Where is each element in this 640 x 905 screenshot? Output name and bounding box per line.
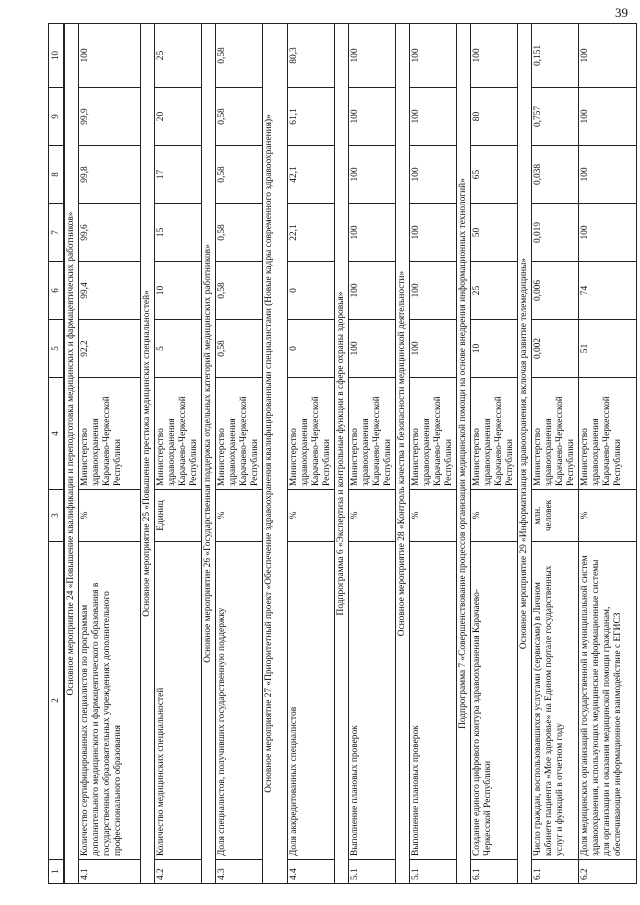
value-cell: 0,002 <box>532 320 579 378</box>
table-row <box>532 24 579 884</box>
header-cell: 3 <box>49 490 65 542</box>
responsible-org: Министерство здравоохранения Карачаево-Черкесской Республики <box>410 378 457 490</box>
value-cell: 0,58 <box>216 320 263 378</box>
value-cell: 100 <box>579 204 637 262</box>
value-cell: 100 <box>410 262 457 320</box>
responsible-org: Министерство здравоохранения Карачаево-Черкесской Республики <box>532 378 579 490</box>
page-number: 39 <box>615 5 628 20</box>
unit-cell: % <box>79 490 141 542</box>
unit-cell: млн. человек <box>532 490 579 542</box>
value-cell: 100 <box>410 24 457 88</box>
header-cell: 4 <box>49 378 65 490</box>
section-row <box>202 24 216 884</box>
responsible-org: Министерство здравоохранения Карачаево-Черкесской Республики <box>79 378 141 490</box>
section-title: Основное мероприятие 28 «Контроль качества и безопасности медицинской деятельности» <box>396 24 410 884</box>
header-cell: 9 <box>49 88 65 146</box>
value-cell: 99,4 <box>79 262 141 320</box>
header-cell: 6 <box>49 262 65 320</box>
value-cell: 5 <box>155 320 202 378</box>
table-row <box>410 24 457 884</box>
unit-cell: % <box>471 490 518 542</box>
row-number: 4.3 <box>216 860 263 884</box>
row-number: 6.2 <box>579 860 637 884</box>
value-cell: 99,8 <box>79 146 141 204</box>
responsible-org: Министерство здравоохранения Карачаево-Черкесской Республики <box>216 378 263 490</box>
header-cell: 7 <box>49 204 65 262</box>
responsible-org: Министерство здравоохранения Карачаево-Черкесской Республики <box>288 378 335 490</box>
value-cell: 50 <box>471 204 518 262</box>
responsible-org: Министерство здравоохранения Карачаево-Черкесской Республики <box>579 378 637 490</box>
value-cell: 92,2 <box>79 320 141 378</box>
value-cell: 100 <box>579 88 637 146</box>
value-cell: 80 <box>471 88 518 146</box>
value-cell: 0,019 <box>532 204 579 262</box>
value-cell: 0,757 <box>532 88 579 146</box>
unit-cell: Единиц <box>155 490 202 542</box>
header-row <box>49 24 65 884</box>
indicator-name: Создание единого цифрового контура здравоохранения Карачаево-Черкесской Республики <box>471 542 518 860</box>
row-number: 6.1 <box>532 860 579 884</box>
value-cell: 0 <box>288 320 335 378</box>
section-row <box>64 24 79 884</box>
value-cell: 0 <box>288 262 335 320</box>
section-title: Основное мероприятие 24 «Повышение квалификации и переподготовка медицинских и фармацевтических работников» <box>64 24 79 884</box>
value-cell: 100 <box>349 146 396 204</box>
value-cell: 0,151 <box>532 24 579 88</box>
value-cell: 100 <box>410 204 457 262</box>
unit-cell: % <box>216 490 263 542</box>
indicator-name: Доля медицинских организаций государственной и муниципальной систем здравоохранения, использующих медицинские информационные системы для организации и оказания медицинской помощи гражданам, обеспечивающие информационное взаимодействие с ЕГИСЗ <box>579 542 637 860</box>
header-cell: 5 <box>49 320 65 378</box>
responsible-org: Министерство здравоохранения Карачаево-Черкесской Республики <box>155 378 202 490</box>
row-number: 5.1 <box>349 860 396 884</box>
header-cell: 1 <box>49 860 65 884</box>
row-number: 4.4 <box>288 860 335 884</box>
header-cell: 2 <box>49 542 65 860</box>
table-row <box>288 24 335 884</box>
table-row <box>79 24 141 884</box>
subprogram-row <box>457 24 471 884</box>
header-cell: 8 <box>49 146 65 204</box>
value-cell: 100 <box>410 88 457 146</box>
value-cell: 10 <box>471 320 518 378</box>
value-cell: 0,038 <box>532 146 579 204</box>
indicator-name: Выполнение плановых проверок <box>410 542 457 860</box>
row-number: 5.1 <box>410 860 457 884</box>
table-row <box>216 24 263 884</box>
value-cell: 100 <box>471 24 518 88</box>
table-row <box>155 24 202 884</box>
row-number: 4.2 <box>155 860 202 884</box>
value-cell: 100 <box>410 320 457 378</box>
value-cell: 10 <box>155 262 202 320</box>
section-row <box>396 24 410 884</box>
responsible-org: Министерство здравоохранения Карачаево-Черкесской Республики <box>471 378 518 490</box>
value-cell: 99,9 <box>79 88 141 146</box>
section-row <box>141 24 155 884</box>
value-cell: 17 <box>155 146 202 204</box>
responsible-org: Министерство здравоохранения Карачаево-Черкесской Республики <box>349 378 396 490</box>
unit-cell: % <box>410 490 457 542</box>
value-cell: 61,1 <box>288 88 335 146</box>
subprogram-title: Подпрограмма 7 «Совершенствование процессов организации медицинской помощи на основе внедрения информационных технологий» <box>457 24 471 884</box>
section-row <box>263 24 288 884</box>
value-cell: 20 <box>155 88 202 146</box>
indicator-name: Выполнение плановых проверок <box>349 542 396 860</box>
value-cell: 74 <box>579 262 637 320</box>
header-cell: 10 <box>49 24 65 88</box>
unit-cell: % <box>349 490 396 542</box>
unit-cell: % <box>579 490 637 542</box>
value-cell: 100 <box>349 262 396 320</box>
value-cell: 100 <box>349 24 396 88</box>
value-cell: 100 <box>410 146 457 204</box>
indicators-table <box>48 23 637 884</box>
section-title: Основное мероприятие 26 «Государственная поддержка отдельных категорий медицинских работников» <box>202 24 216 884</box>
subprogram-title: Подпрограмма 6 «Экспертиза и контрольные функции в сфере охраны здоровья» <box>335 24 349 884</box>
section-row <box>518 24 532 884</box>
value-cell: 100 <box>579 146 637 204</box>
table-row <box>471 24 518 884</box>
indicator-name: Доля аккредитованных специалистов <box>288 542 335 860</box>
rotated-table-sheet <box>48 24 626 884</box>
value-cell: 25 <box>155 24 202 88</box>
value-cell: 42,1 <box>288 146 335 204</box>
indicator-name: Количество сертифицированных специалистов по программам дополнительного медицинского и фармацевтического образования в государственных образовательных учреждениях дополнительного профессионального образования <box>79 542 141 860</box>
value-cell: 51 <box>579 320 637 378</box>
table-row <box>579 24 637 884</box>
value-cell: 80,3 <box>288 24 335 88</box>
section-title: Основное мероприятие 25 «Повышение престижа медицинских специальностей» <box>141 24 155 884</box>
value-cell: 100 <box>349 320 396 378</box>
value-cell: 0,006 <box>532 262 579 320</box>
value-cell: 100 <box>579 24 637 88</box>
row-number: 6.1 <box>471 860 518 884</box>
unit-cell: % <box>288 490 335 542</box>
value-cell: 0,58 <box>216 146 263 204</box>
value-cell: 0,58 <box>216 88 263 146</box>
value-cell: 65 <box>471 146 518 204</box>
value-cell: 100 <box>79 24 141 88</box>
value-cell: 100 <box>349 88 396 146</box>
subprogram-row <box>335 24 349 884</box>
value-cell: 0,58 <box>216 262 263 320</box>
value-cell: 0,58 <box>216 24 263 88</box>
value-cell: 0,58 <box>216 204 263 262</box>
section-title: Основное мероприятие 29 «Информатизация здравоохранения, включая развитие телемедицины» <box>518 24 532 884</box>
value-cell: 99,6 <box>79 204 141 262</box>
value-cell: 22,1 <box>288 204 335 262</box>
value-cell: 25 <box>471 262 518 320</box>
row-number: 4.1 <box>79 860 141 884</box>
section-title: Основное мероприятие 27 «Приоритетный проект «Обеспечение здравоохранения квалифицированными специалистами (Новые кадры современного здравоохранения)» <box>263 24 288 884</box>
value-cell: 15 <box>155 204 202 262</box>
table-row <box>349 24 396 884</box>
indicator-name: Количество медицинских специальностей <box>155 542 202 860</box>
value-cell: 100 <box>349 204 396 262</box>
indicator-name: Число граждан, воспользовавшихся услугами (сервисами) в Личном кабинете пациента «Мое здоровье» на Едином портале государственных услуг и функций в отчетном году <box>532 542 579 860</box>
indicator-name: Доля специалистов, получивших государственную поддержку <box>216 542 263 860</box>
